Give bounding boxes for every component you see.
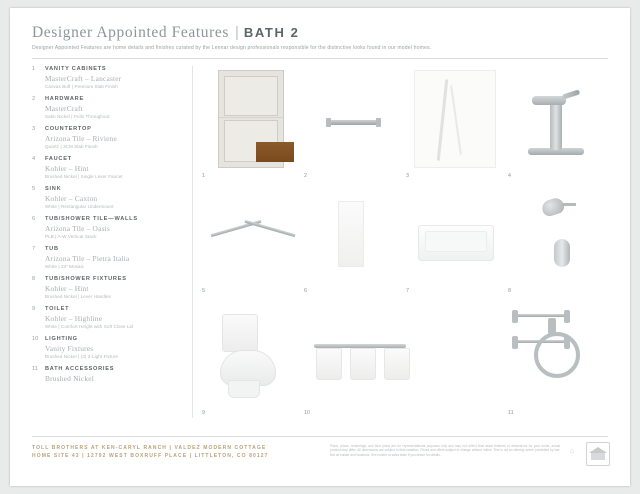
item-number: 7 — [32, 246, 36, 252]
equal-housing-logo — [586, 442, 610, 466]
item-description: Satin Nickel | Pulls Throughout — [45, 113, 110, 119]
item-description: Brushed Nickel | Single Lever Faucet — [45, 173, 123, 179]
item-description: White | Rectangular Undermount — [45, 203, 114, 209]
item-brand: MasterCraft – Lancaster — [45, 73, 122, 83]
item-description: Brushed Nickel | Lever Handles — [45, 293, 111, 299]
item-category: TOILET — [45, 306, 70, 312]
item-description: Canvas Buff | Premium Slab Finish — [45, 83, 118, 89]
item-brand: Arizona Tile – Pietra Italia — [45, 253, 130, 263]
list-item — [32, 336, 184, 359]
faucet-spout-icon — [532, 96, 566, 105]
item-description: Brushed Nickel | (3) 3-Light Fixture — [45, 353, 119, 359]
shower-valve-icon — [554, 239, 570, 267]
image-row — [200, 181, 608, 296]
figure-towel-bar — [200, 181, 302, 296]
item-description: PLB | A-W Vertical Stack — [45, 233, 97, 239]
item-number: 10 — [32, 336, 39, 342]
drawer-pull-icon — [330, 120, 378, 125]
accessory-towel-bar-icon — [512, 314, 568, 317]
towel-ring-icon — [534, 332, 580, 378]
list-item — [32, 156, 184, 179]
list-item — [32, 66, 184, 89]
figure-caption: 11 — [508, 410, 514, 416]
figure-caption: 1 — [202, 173, 205, 179]
tub-icon — [418, 225, 494, 261]
community-line-1: TOLL BROTHERS AT KEN-CARYL RANCH | VALDEZ MODERN COTTAGE — [32, 445, 267, 451]
page-subtitle: Designer Appointed Features are home details and finishes curated by the Lennar design professionals responsible for the distinctive looks found in our model homes. — [32, 45, 432, 51]
light-shade-1-icon — [316, 348, 342, 380]
faucet-column-icon — [550, 100, 562, 150]
pull-end-right-icon — [376, 118, 381, 127]
title-separator: | — [235, 24, 239, 41]
figure-tub — [404, 181, 506, 296]
figure-vanity-cabinet — [200, 66, 302, 181]
item-category: SINK — [45, 186, 62, 192]
item-brand: MasterCraft — [45, 103, 83, 113]
shower-head-icon — [540, 196, 566, 218]
light-shade-3-icon — [384, 348, 410, 380]
features-list — [32, 66, 184, 390]
item-category: BATH ACCESSORIES — [45, 366, 115, 372]
figure-caption: 3 — [406, 173, 409, 179]
pull-end-left-icon — [326, 118, 331, 127]
light-shade-2-icon — [350, 348, 376, 380]
header-divider — [32, 58, 608, 59]
item-brand: Brushed Nickel — [45, 373, 94, 383]
item-number: 4 — [32, 156, 36, 162]
item-brand: Kohler – Highline — [45, 313, 103, 323]
image-row — [200, 296, 608, 418]
figure-vanity-light — [302, 296, 506, 418]
list-item — [32, 186, 184, 209]
item-brand: Arizona Tile – Oasis — [45, 223, 110, 233]
item-description: Quartz | 3CM Slab Finish — [45, 143, 98, 149]
wood-swatch — [256, 142, 294, 162]
item-description: White | Comfort Height with Soft Close Lid — [45, 323, 134, 329]
stone-vein-secondary-icon — [450, 85, 462, 155]
item-category: TUB/SHOWER TILE—WALLS — [45, 216, 138, 222]
equal-housing-text-icon: ⌂ — [570, 448, 575, 455]
towel-bar-right-icon — [245, 220, 296, 237]
toilet-base-icon — [228, 380, 260, 398]
item-number: 3 — [32, 126, 36, 132]
list-item — [32, 246, 184, 269]
faucet-handle-icon — [562, 89, 581, 99]
item-category: COUNTERTOP — [45, 126, 92, 132]
item-category: LIGHTING — [45, 336, 78, 342]
community-address — [32, 444, 269, 460]
legal-disclaimer: Plans, prices, renderings, and floor plans are for representational purposes only and may not reflect final asset features or dimensions for your home, actual product may differ. All dimensions are subject to field variation. Prices and offers subject to change without notice. This is not an offering where prohibited by law. Not all builder and locations. See builder or sales team if you desire for details. — [330, 444, 560, 457]
figure-caption: 9 — [202, 410, 205, 416]
tub-interior-icon — [425, 231, 487, 252]
item-number: 6 — [32, 216, 36, 222]
stone-vein-icon — [437, 79, 449, 161]
item-number: 5 — [32, 186, 36, 192]
figure-faucet — [506, 66, 608, 181]
accessory-bar2-post-left-icon — [512, 336, 518, 349]
item-number: 11 — [32, 366, 38, 372]
item-description: White | 24″ Mosaic — [45, 263, 85, 269]
item-number: 1 — [32, 66, 36, 72]
title-row — [32, 24, 610, 42]
figure-caption: 7 — [406, 288, 409, 294]
vertical-divider — [192, 66, 193, 418]
item-category: TUB — [45, 246, 59, 252]
room-name: BATH 2 — [243, 25, 300, 40]
figure-wall-tile — [302, 181, 404, 296]
document-header — [32, 24, 610, 51]
page-title: Designer Appointed Features — [32, 24, 229, 41]
figure-caption: 4 — [508, 173, 511, 179]
figure-countertop — [404, 66, 506, 181]
document-page — [10, 8, 630, 486]
accessory-bar-post-left-icon — [512, 310, 518, 323]
image-grid — [200, 66, 608, 418]
community-line-2: HOME SITE 43 | 12792 WEST BOXRUFF PLACE | LITTLETON, CO 80127 — [32, 453, 269, 459]
item-category: FAUCET — [45, 156, 72, 162]
item-brand: Kohler – Hint — [45, 283, 89, 293]
list-item — [32, 126, 184, 149]
item-category: HARDWARE — [45, 96, 84, 102]
figure-toilet — [200, 296, 302, 418]
item-brand: Kohler – Hint — [45, 163, 89, 173]
item-brand: Vanity Fixtures — [45, 343, 94, 353]
quartz-slab-icon — [414, 70, 496, 168]
figure-caption: 8 — [508, 288, 511, 294]
list-item — [32, 216, 184, 239]
list-item — [32, 366, 184, 383]
list-item — [32, 276, 184, 299]
figure-bath-accessories — [506, 296, 608, 418]
item-brand: Kohler – Caxton — [45, 193, 98, 203]
figure-caption: 2 — [304, 173, 307, 179]
figure-caption: 5 — [202, 288, 205, 294]
item-number: 8 — [32, 276, 36, 282]
item-category: TUB/SHOWER FIXTURES — [45, 276, 127, 282]
toilet-tank-icon — [222, 314, 258, 352]
image-row — [200, 66, 608, 181]
figure-shower-fixtures — [506, 181, 608, 296]
item-number: 9 — [32, 306, 36, 312]
figure-caption: 10 — [304, 410, 310, 416]
figure-cabinet-hardware — [302, 66, 404, 181]
list-item — [32, 96, 184, 119]
figure-caption: 6 — [304, 288, 307, 294]
wall-tile-icon — [338, 201, 364, 267]
list-item — [32, 306, 184, 329]
item-brand: Arizona Tile – Riviene — [45, 133, 117, 143]
accessory-bar-post-right-icon — [564, 310, 570, 323]
item-category: VANITY CABINETS — [45, 66, 107, 72]
item-number: 2 — [32, 96, 36, 102]
footer-divider — [32, 436, 608, 437]
